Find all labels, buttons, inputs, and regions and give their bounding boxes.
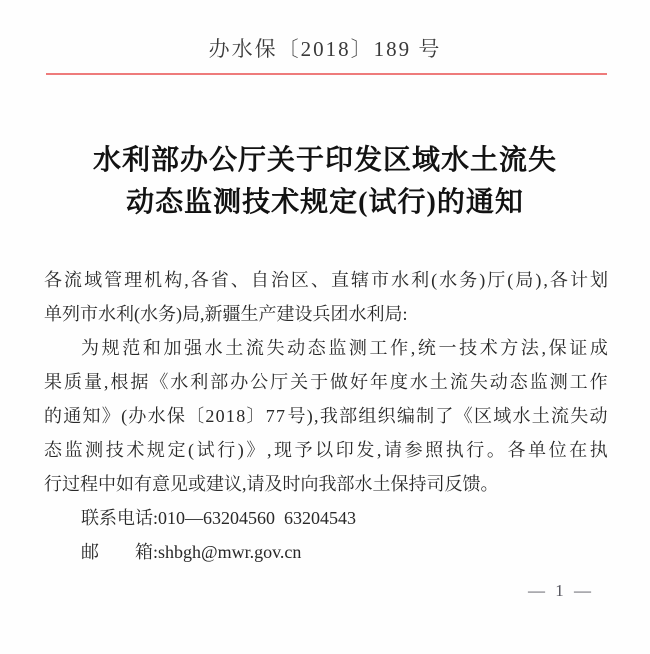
contact-email-line: 邮 箱:shbgh@mwr.gov.cn	[81, 542, 302, 562]
document-reference-number: 办水保〔2018〕189 号	[208, 37, 442, 61]
red-letterhead-divider	[46, 73, 607, 75]
body-line: 各 流 域 管 理 机 构 , 各 省 、 自 治 区 、 直 辖 市 水 利 ( 水 务 ) 厅 ( 局 ) , 各 计 划	[44, 270, 608, 290]
contact-phone-line: 联系电话:010—63204560 63204543	[81, 508, 357, 528]
body-line: 果 质 量 , 根 据 《 水 利 部 办 公 厅 关 于 做 好 年 度 水 土 流 失 动 态 监 测 工 作	[44, 372, 608, 392]
body-line: 单列市水利(水务)局,新疆生产建设兵团水利局:	[44, 304, 408, 324]
document-title-line1: 水利部办公厅关于印发区域水土流失	[92, 145, 557, 176]
body-line: 行过程中如有意见或建议,请及时向我部水土保持司反馈。	[44, 474, 499, 494]
body-line: 的 通 知 》 ( 办 水 保 〔 2 0 1 8 〕 7 7 号 ) , 我 部 组 织 编 制 了 《 区 域 水 土 流 失 动	[44, 406, 608, 426]
body-line: 为 规 范 和 加 强 水 土 流 失 动 态 监 测 工 作 , 统 一 技 术 方 法 , 保 证 成	[81, 338, 608, 358]
page-number: — 1 —	[528, 581, 594, 600]
document-body	[44, 263, 608, 569]
document-title-line2: 动态监测技术规定(试行)的通知	[126, 187, 524, 218]
document-title	[0, 140, 650, 224]
body-line: 态 监 测 技 术 规 定 ( 试 行 ) 》 , 现 予 以 印 发 , 请 参 照 执 行 。 各 单 位 在 执	[44, 440, 608, 460]
